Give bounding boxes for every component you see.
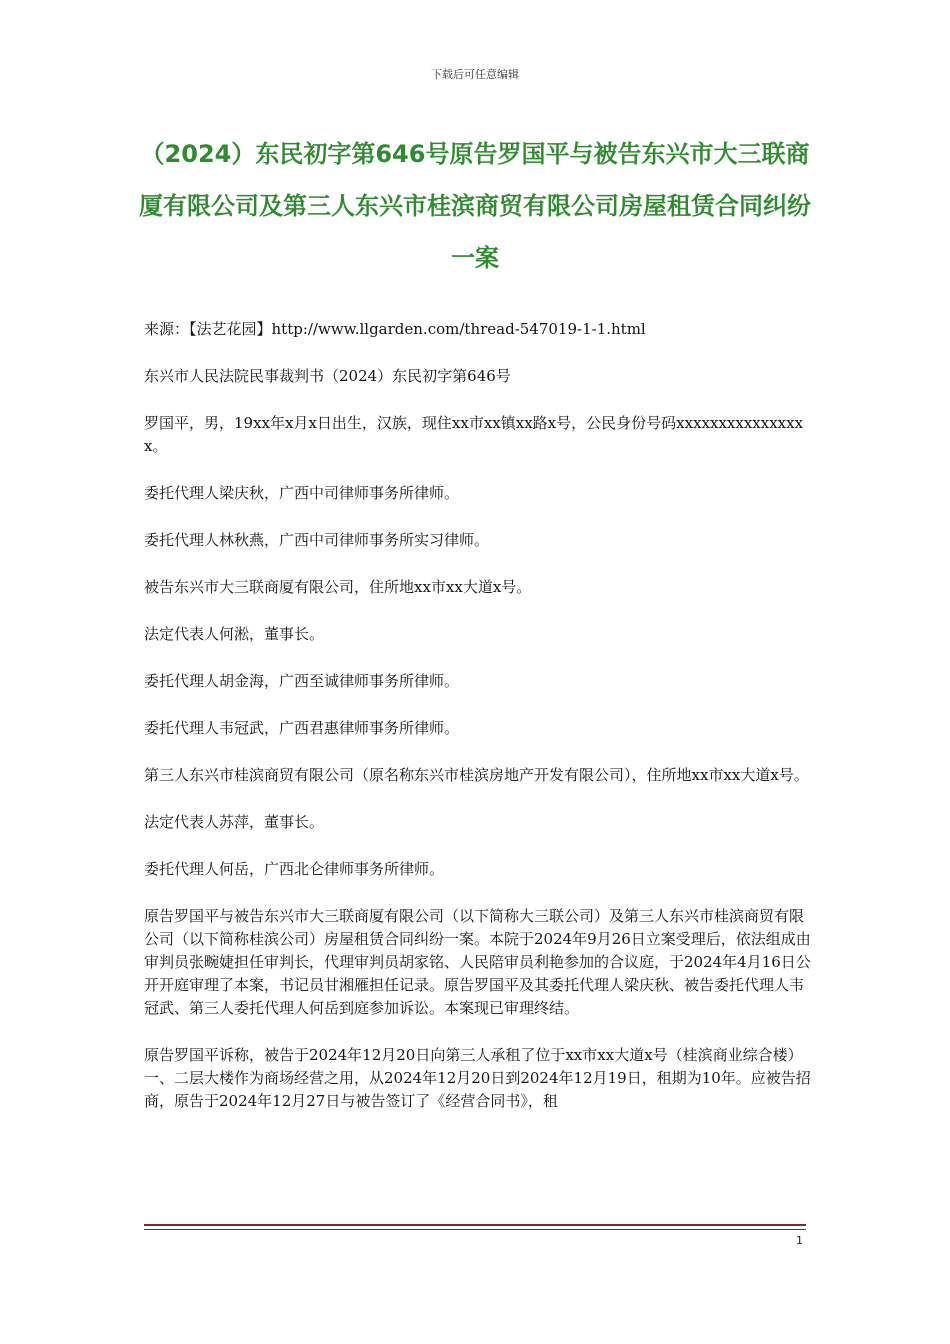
plaintiff-agent-1: 委托代理人梁庆秋，广西中司律师事务所律师。	[144, 484, 460, 502]
plaintiff-claim-paragraph: 原告罗国平诉称，被告于2024年12月20日向第三人承租了位于xx市xx大道x号（桂滨商业综合楼）一、二层大楼作为商场经营之用，从2024年12月20日到2024年12月19日，租期为10年。应被告招商，原告于2024年12月27日与被告签订了《经营合同书》，租	[144, 1046, 811, 1110]
defendant-legal-rep: 法定代表人何淞，董事长。	[144, 625, 325, 643]
page-number: 1	[796, 1234, 803, 1247]
source-line: 来源：【法艺花园】http://www.llgarden.com/thread-547019-1-1.html	[144, 320, 646, 338]
defendant-agent-2: 委托代理人韦冠武，广西君惠律师事务所律师。	[144, 719, 460, 737]
case-summary-paragraph: 原告罗国平与被告东兴市大三联商厦有限公司（以下简称大三联公司）及第三人东兴市桂滨商贸有限公司（以下简称桂滨公司）房屋租赁合同纠纷一案。本院于2024年9月26日立案受理后，依法组成由审判员张畹婕担任审判长，代理审判员胡家铭、人民陪审员利艳参加的合议庭，于2024年4月16日公开开庭审理了本案，书记员甘湘雁担任记录。原告罗国平及其委托代理人梁庆秋、被告委托代理人韦冠武、第三人委托代理人何岳到庭参加诉讼。本案现已审理终结。	[144, 907, 811, 1017]
footer-rule-thick	[144, 1224, 806, 1226]
third-party-info: 第三人东兴市桂滨商贸有限公司（原名称东兴市桂滨房地产开发有限公司），住所地xx市xx大道x号。	[144, 766, 809, 784]
footer-rule-thin	[144, 1229, 806, 1230]
defendant-info: 被告东兴市大三联商厦有限公司，住所地xx市xx大道x号。	[144, 578, 532, 596]
third-party-legal-rep: 法定代表人苏萍，董事长。	[144, 813, 325, 831]
document-body	[144, 318, 814, 1137]
plaintiff-agent-2: 委托代理人林秋燕，广西中司律师事务所实习律师。	[144, 531, 490, 549]
header-note: 下载后可任意编辑	[431, 68, 519, 81]
plaintiff-info: 罗国平，男，19xx年x月x日出生，汉族，现住xx市xx镇xx路x号，公民身份号码xxxxxxxxxxxxxxxx。	[144, 414, 804, 455]
third-party-agent: 委托代理人何岳，广西北仑律师事务所律师。	[144, 860, 445, 878]
defendant-agent-1: 委托代理人胡金海，广西至诚律师事务所律师。	[144, 672, 460, 690]
document-title: （2024）东民初字第646号原告罗国平与被告东兴市大三联商厦有限公司及第三人东兴市桂滨商贸有限公司房屋租赁合同纠纷一案	[139, 140, 811, 272]
case-number-line: 东兴市人民法院民事裁判书（2024）东民初字第646号	[144, 367, 511, 385]
